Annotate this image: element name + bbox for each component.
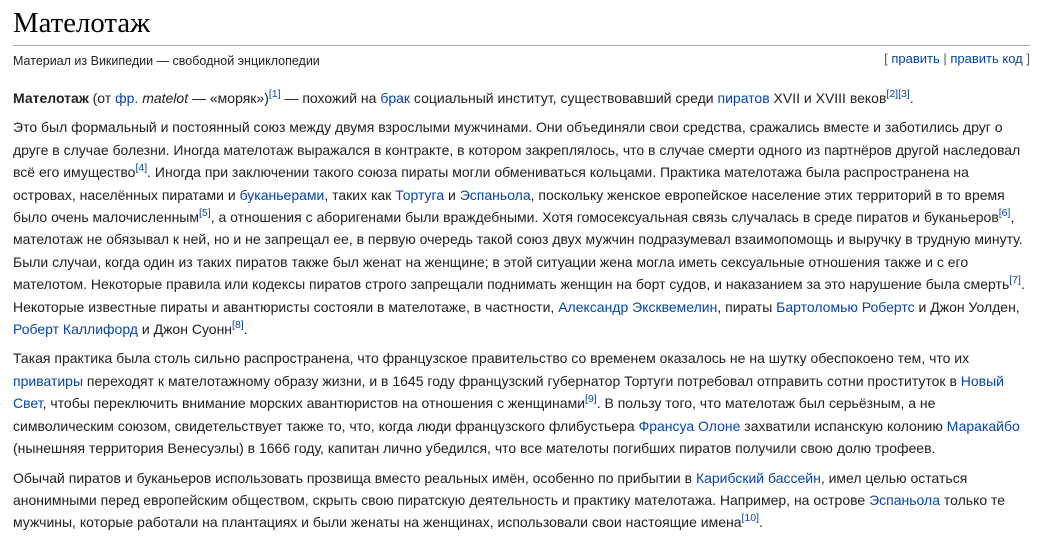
- link-espanola-2[interactable]: Эспаньола: [869, 491, 940, 508]
- text: и Джон Уолден,: [914, 298, 1020, 315]
- link-pirates[interactable]: пиратов: [717, 90, 770, 106]
- bracket-open: [: [884, 51, 892, 66]
- link-culliford[interactable]: Роберт Каллифорд: [13, 321, 138, 338]
- text: , мателотаж не обязывал к ней, но и не запрещал ее, в первую очередь такой союз двух мужчин подразумевал взаимопомощь и выручку в трудную минуту. Были случаи, когда один из таких пиратов также был женат на женщине; в этой ситуации жена могла иметь сексуальные отношения также и с его мателотом. Некоторые правила или кодексы пиратов строго запрещали поднимать женщин на борт судов, и наказанием за это нарушение была смерть: [13, 209, 1023, 293]
- text: (нынешняя территория Венесуэлы) в 1666 году, капитан лично убедился, что все мателоты погибших пиратов получили свою долю трофеев.: [13, 440, 936, 457]
- text: . Иногда при заключении такого союза пираты могли обмениваться кольцами. Практика мателотажа была распространена на островах, населённых пиратами и: [13, 164, 969, 203]
- text: .: [243, 321, 248, 338]
- lang-link[interactable]: фр.: [115, 90, 139, 106]
- ref-link-3[interactable]: [3]: [898, 88, 910, 100]
- ref-link-1[interactable]: [1]: [268, 88, 281, 100]
- edit-code-link[interactable]: править код: [950, 51, 1023, 66]
- text: .: [909, 90, 914, 106]
- ref-link-10[interactable]: [10]: [741, 512, 760, 525]
- link-tortuga[interactable]: Тортуга: [395, 186, 445, 203]
- link-buccaneers[interactable]: буканьерами: [239, 186, 325, 203]
- link-exquemelin[interactable]: Александр Эксквемелин: [558, 298, 718, 315]
- link-privateers[interactable]: приватиры: [13, 372, 84, 389]
- text: и Джон Суонн: [137, 321, 233, 338]
- link-maracaibo[interactable]: Маракайбо: [946, 417, 1020, 434]
- text: , таких как: [324, 186, 396, 203]
- bracket-close: ]: [1022, 51, 1030, 66]
- site-subtitle: Материал из Википедии — свободной энциклопедии: [13, 54, 320, 68]
- text: — похожий на: [280, 90, 381, 106]
- ref-link-8[interactable]: [8]: [232, 319, 244, 332]
- article-body: [13, 87, 1028, 541]
- text: . В пользу того, что мателотаж был серьёзным, а не символическим союзом, свидетельствует также то, что, когда люди французского флибустьера: [13, 395, 936, 434]
- text: , чтобы переключить внимание морских авантюристов на отношения с женщинами: [42, 395, 586, 412]
- ref-link-7[interactable]: [7]: [1009, 274, 1021, 287]
- text: , пираты: [717, 298, 777, 315]
- page-title: Мателотаж: [13, 3, 1030, 46]
- paragraph-2: [13, 116, 1028, 340]
- paragraph-4: [13, 467, 1028, 534]
- ref-link-2[interactable]: [2]: [886, 88, 899, 100]
- text: Это был формальный и постоянный союз между двумя взрослыми мужчинами. Они объединяли свои средства, сражались вместе и заботились друг о друге в случае болезни. Иногда мателотаж выражался в контракте, в котором закреплялось, что в случае смерти одного из партнёров другой наследовал всё его имущество: [13, 119, 1021, 181]
- original-word: matelot: [142, 90, 189, 106]
- text: захватили испанскую колонию: [740, 417, 947, 434]
- edit-separator: |: [939, 51, 951, 66]
- text: и: [444, 186, 460, 203]
- link-olonnais[interactable]: Франсуа Олоне: [638, 417, 741, 434]
- link-new-world[interactable]: Новый Свет: [13, 372, 1004, 412]
- text: только те мужчины, которые работали на плантациях и были женаты на женщинах, использовали свои настоящие имена: [13, 491, 1006, 531]
- link-caribbean[interactable]: Карибский бассейн: [695, 469, 821, 486]
- ref-link-5[interactable]: [5]: [199, 207, 211, 220]
- text: , имел целью остаться анонимными перед европейским обществом, скрыть свою пиратскую деятельность и практику мателотажа. Например, на острове: [13, 469, 968, 508]
- text: XVII и XVIII веков: [769, 90, 887, 106]
- text: .: [759, 514, 763, 531]
- ref-link-9[interactable]: [9]: [585, 393, 597, 406]
- text: Обычай пиратов и буканьеров использовать прозвища вместо реальных имён, особенно по прибытии в: [13, 469, 696, 486]
- ref-link-6[interactable]: [6]: [998, 207, 1011, 220]
- text: переходят к мателотажному образу жизни, и в 1645 году французский губернатор Тортуги потребовал отправить сотни проституток в: [83, 372, 961, 389]
- text: Такая практика была столь сильно распространена, что французское правительство со временем оказалось не на шутку обеспокоено тем, что их: [13, 350, 970, 367]
- link-espanola[interactable]: Эспаньола: [459, 186, 531, 203]
- text: социальный институт, существовавший среди: [410, 90, 718, 106]
- text: , а отношения с аборигенами были враждебными. Хотя гомосексуальная связь случалась в среде пиратов и буканьеров: [210, 209, 999, 226]
- link-roberts[interactable]: Бартоломью Робертс: [776, 298, 915, 315]
- text: — «моряк»): [188, 90, 269, 106]
- text: , поскольку женское европейское население этих территорий в то время было очень малочисленным: [13, 186, 1005, 226]
- text: . Некоторые известные пираты и авантюристы состояли в мателотаже, в частности,: [13, 276, 1025, 315]
- article-term: Мателотаж: [13, 90, 89, 106]
- text: (от: [88, 90, 116, 106]
- edit-links: [884, 51, 1030, 66]
- paragraph-1: [13, 87, 1028, 109]
- ref-link-4[interactable]: [4]: [135, 162, 148, 175]
- link-brak[interactable]: брак: [380, 90, 411, 106]
- paragraph-3: [13, 347, 1028, 459]
- edit-link[interactable]: править: [891, 51, 940, 66]
